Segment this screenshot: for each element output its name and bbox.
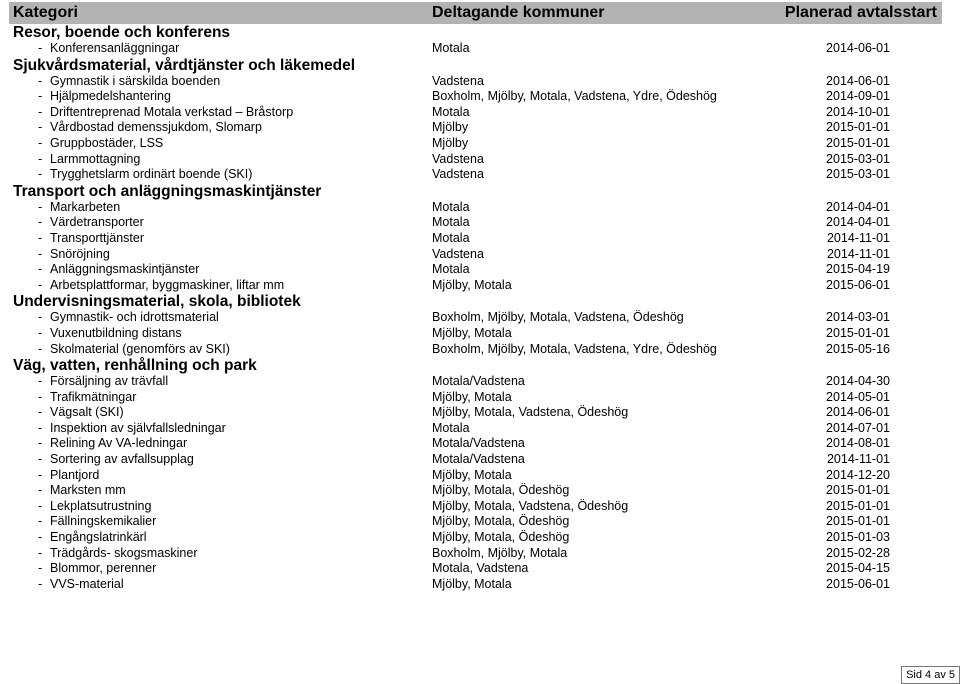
table-row	[0, 342, 960, 358]
row-municipalities: Mjölby, Motala	[432, 467, 512, 482]
row-dash: -	[38, 73, 43, 88]
row-date: 2015-01-01	[826, 483, 890, 498]
row-date: 2015-06-01	[826, 277, 890, 292]
row-dash: -	[38, 262, 43, 277]
row-dash: -	[38, 452, 43, 467]
row-dash: -	[38, 530, 43, 545]
row-municipalities: Vadstena	[432, 246, 484, 261]
table-row	[0, 200, 960, 216]
table-row	[0, 136, 960, 152]
row-dash: -	[38, 135, 43, 150]
row-name: Gymnastik i särskilda boenden	[50, 73, 221, 88]
row-date: 2014-06-01	[826, 73, 890, 88]
row-municipalities: Motala	[432, 230, 470, 245]
row-name: Anläggningsmaskintjänster	[50, 262, 200, 277]
row-date: 2015-04-15	[826, 561, 890, 576]
row-name: Gymnastik- och idrottsmaterial	[50, 310, 219, 325]
table-row	[0, 105, 960, 121]
row-municipalities: Vadstena	[432, 167, 484, 182]
row-name: Skolmaterial (genomförs av SKI)	[50, 341, 230, 356]
row-dash: -	[38, 151, 43, 166]
table-row	[0, 468, 960, 484]
row-dash: -	[38, 341, 43, 356]
row-dash: -	[38, 120, 43, 135]
row-name: Trygghetslarm ordinärt boende (SKI)	[50, 167, 253, 182]
row-date: 2015-01-03	[826, 530, 890, 545]
row-dash: -	[38, 514, 43, 529]
row-dash: -	[38, 545, 43, 560]
category-heading: Undervisningsmaterial, skola, bibliotek	[13, 293, 301, 311]
row-municipalities: Motala	[432, 41, 470, 55]
row-name: Marksten mm	[50, 483, 126, 498]
row-dash: -	[38, 325, 43, 340]
table-row	[0, 530, 960, 546]
row-name: Inspektion av självfallsledningar	[50, 420, 226, 435]
table-row	[0, 120, 960, 136]
row-dash: -	[38, 467, 43, 482]
row-date: 2015-01-01	[826, 135, 890, 150]
row-date: 2014-06-01	[826, 405, 890, 420]
row-date: 2014-11-01	[826, 452, 890, 467]
table-row	[0, 262, 960, 278]
row-date: 2014-10-01	[826, 104, 890, 119]
header-date: Planerad avtalsstart	[784, 4, 937, 21]
row-date: 2015-04-19	[826, 262, 890, 277]
table-row	[0, 483, 960, 499]
row-date: 2014-07-01	[826, 420, 890, 435]
row-date: 2015-02-28	[826, 545, 890, 560]
row-dash: -	[38, 420, 43, 435]
table-row	[0, 514, 960, 530]
row-name: Vårdbostad demenssjukdom, Slomarp	[50, 120, 262, 135]
category-heading: Väg, vatten, renhållning och park	[13, 357, 257, 375]
row-name: Driftentreprenad Motala verkstad – Bråstorp	[50, 104, 294, 119]
row-name: Trädgårds- skogsmaskiner	[50, 545, 198, 560]
page-number: Sid 4 av 5	[901, 666, 960, 684]
row-municipalities: Motala	[432, 420, 470, 435]
row-dash: -	[38, 576, 43, 591]
row-municipalities: Motala	[432, 104, 470, 119]
row-municipalities: Mjölby	[432, 120, 469, 135]
row-date: 2014-11-01	[826, 246, 890, 261]
row-name: Arbetsplattformar, byggmaskiner, liftar mm	[50, 277, 285, 292]
row-date: 2014-03-01	[826, 310, 890, 325]
category-heading: Resor, boende och konferens	[13, 24, 231, 41]
row-municipalities: Vadstena	[432, 73, 484, 88]
row-date: 2015-03-01	[826, 167, 890, 182]
row-date: 2014-05-01	[826, 389, 890, 404]
table-row	[0, 546, 960, 562]
row-date: 2015-01-01	[826, 498, 890, 513]
row-municipalities: Mjölby, Motala, Ödeshög	[432, 530, 570, 545]
table-row	[0, 152, 960, 168]
row-name: Gruppbostäder, LSS	[50, 135, 164, 150]
row-municipalities: Motala	[432, 199, 470, 214]
row-date: 2015-01-01	[826, 120, 890, 135]
row-municipalities: Boxholm, Mjölby, Motala, Vadstena, Ödeshög	[432, 310, 684, 325]
row-name: Trafikmätningar	[50, 389, 137, 404]
row-dash: -	[38, 89, 43, 104]
table-row	[0, 278, 960, 294]
table-row	[0, 390, 960, 406]
row-date: 2015-05-16	[826, 341, 890, 356]
row-date: 2014-09-01	[826, 89, 890, 104]
table-row	[0, 499, 960, 515]
header-municipalities: Deltagande kommuner	[432, 4, 605, 21]
row-dash: -	[38, 167, 43, 182]
table-row	[0, 74, 960, 90]
row-municipalities: Boxholm, Mjölby, Motala, Vadstena, Ydre, Ödeshög	[432, 89, 717, 104]
table-row	[0, 231, 960, 247]
row-name: Blommor, perenner	[50, 561, 157, 576]
table-row	[0, 167, 960, 183]
row-date: 2014-04-01	[826, 199, 890, 214]
table-row	[0, 374, 960, 390]
row-name: Försäljning av trävfall	[50, 374, 169, 389]
row-date: 2014-04-01	[826, 215, 890, 230]
row-name: Relining Av VA-ledningar	[50, 436, 188, 451]
table-row	[0, 247, 960, 263]
row-dash: -	[38, 230, 43, 245]
row-dash: -	[38, 215, 43, 230]
row-name: VVS-material	[50, 576, 124, 591]
row-date: 2014-11-01	[826, 230, 890, 245]
row-municipalities: Mjölby, Motala, Vadstena, Ödeshög	[432, 498, 629, 513]
row-date: 2015-01-01	[826, 514, 890, 529]
header-category: Kategori	[13, 4, 78, 21]
row-municipalities: Boxholm, Mjölby, Motala, Vadstena, Ydre, Ödeshög	[432, 341, 717, 356]
row-name: Plantjord	[50, 467, 100, 482]
table-row	[0, 577, 960, 593]
row-name: Lekplatsutrustning	[50, 498, 152, 513]
row-name: Värdetransporter	[50, 215, 144, 230]
row-dash: -	[38, 104, 43, 119]
row-dash: -	[38, 436, 43, 451]
row-date: 2015-01-01	[826, 325, 890, 340]
row-municipalities: Motala	[432, 215, 470, 230]
table-row	[0, 326, 960, 342]
row-name: Engångslatrinkärl	[50, 530, 147, 545]
row-date: 2014-12-20	[826, 467, 890, 482]
row-dash: -	[38, 498, 43, 513]
table-row	[0, 405, 960, 421]
row-dash: -	[38, 199, 43, 214]
row-municipalities: Boxholm, Mjölby, Motala	[432, 545, 568, 560]
table-row	[0, 421, 960, 437]
row-name: Snöröjning	[50, 246, 110, 261]
row-dash: -	[38, 310, 43, 325]
row-municipalities: Mjölby, Motala	[432, 325, 512, 340]
row-date: 2014-04-30	[826, 374, 890, 389]
row-dash: -	[38, 483, 43, 498]
table-row	[0, 41, 960, 57]
row-municipalities: Mjölby, Motala, Vadstena, Ödeshög	[432, 405, 629, 420]
row-name: Larmmottagning	[50, 151, 141, 166]
row-name: Markarbeten	[50, 199, 121, 214]
table-row	[0, 436, 960, 452]
row-municipalities: Motala, Vadstena	[432, 561, 529, 576]
row-municipalities: Motala	[432, 262, 470, 277]
table-row	[0, 215, 960, 231]
row-dash: -	[38, 374, 43, 389]
row-municipalities: Mjölby, Motala	[432, 389, 512, 404]
row-name: Sortering av avfallsupplag	[50, 452, 194, 467]
row-name: Vuxenutbildning distans	[50, 325, 182, 340]
row-municipalities: Motala/Vadstena	[432, 452, 525, 467]
row-municipalities: Mjölby, Motala, Ödeshög	[432, 483, 570, 498]
procurement-table	[0, 24, 960, 592]
table-row	[0, 561, 960, 577]
row-dash: -	[38, 405, 43, 420]
row-dash: -	[38, 389, 43, 404]
row-dash: -	[38, 41, 43, 55]
row-name: Konferensanläggningar	[50, 41, 180, 55]
row-name: Fällningskemikalier	[50, 514, 157, 529]
row-municipalities: Mjölby, Motala	[432, 277, 512, 292]
row-date: 2014-08-01	[826, 436, 890, 451]
row-municipalities: Mjölby, Motala, Ödeshög	[432, 514, 570, 529]
row-date: 2015-03-01	[826, 151, 890, 166]
row-municipalities: Vadstena	[432, 151, 484, 166]
row-date: 2015-06-01	[826, 576, 890, 591]
table-header	[9, 2, 942, 24]
row-name: Transporttjänster	[50, 230, 145, 245]
row-date: 2014-06-01	[826, 41, 890, 55]
row-name: Hjälpmedelshantering	[50, 89, 171, 104]
row-municipalities: Mjölby, Motala	[432, 576, 512, 591]
row-municipalities: Motala/Vadstena	[432, 436, 525, 451]
table-row	[0, 310, 960, 326]
table-row	[0, 452, 960, 468]
row-municipalities: Mjölby	[432, 135, 469, 150]
row-municipalities: Motala/Vadstena	[432, 374, 525, 389]
row-dash: -	[38, 277, 43, 292]
category-heading: Transport och anläggningsmaskintjänster	[13, 182, 322, 200]
row-dash: -	[38, 561, 43, 576]
category-heading: Sjukvårdsmaterial, vårdtjänster och läkemedel	[13, 56, 356, 74]
table-row	[0, 89, 960, 105]
row-name: Vägsalt (SKI)	[50, 405, 124, 420]
row-dash: -	[38, 246, 43, 261]
